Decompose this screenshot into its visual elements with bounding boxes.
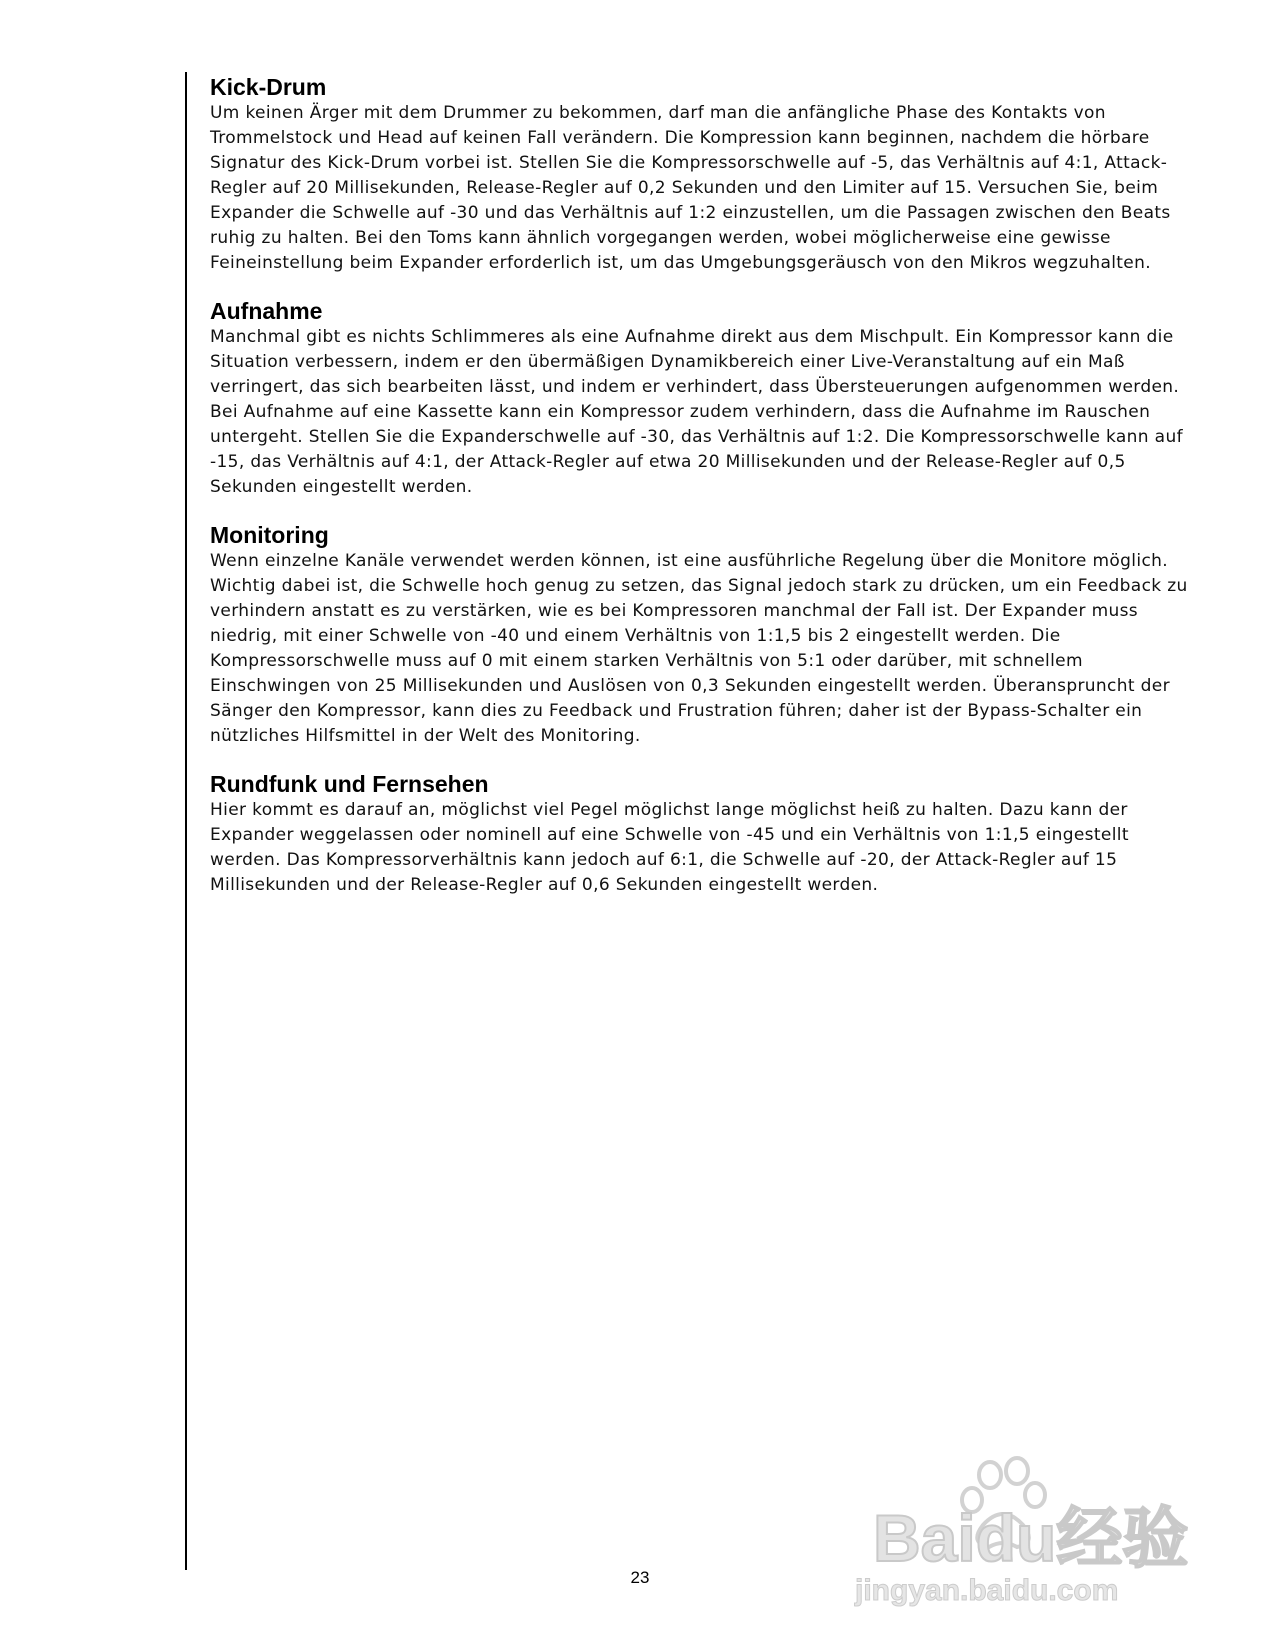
section-paragraph: Wenn einzelne Kanäle verwendet werden können, ist eine ausführliche Regelung über die Monitore möglich. Wichtig dabei ist, die Schwelle hoch genug zu setzen, das Signal jedoch stark zu drücken, um ein Feedback zu verhindern anstatt es zu verstärken, wie es bei Kompressoren manchmal der Fall ist. Der Expander muss niedrig, mit einer Schwelle von -40 und einem Verhältnis von 1:1,5 bis 2 eingestellt werden. Die Kompressorschwelle muss auf 0 mit einem starken Verhältnis von 5:1 oder darüber, mit schnellem Einschwingen von 25 Millisekunden und Auslösen von 0,3 Sekunden eingestellt werden. Überanspruncht der Sänger den Kompressor, kann dies zu Feedback und Frustration führen; daher ist der Bypass-Schalter ein nützliches Hilfsmittel in der Welt des Monitoring. xyxy=(210,551,1188,746)
watermark-url: jingyan.baidu.com xyxy=(855,1574,1119,1607)
section-paragraph: Manchmal gibt es nichts Schlimmeres als eine Aufnahme direkt aus dem Mischpult. Ein Kompressor kann die Situation verbessern, indem er den übermäßigen Dynamikbereich einer Live-Veranstaltung auf ein Maß verringert, das sich bearbeiten lässt, und indem er verhindert, dass Übersteuerungen aufgenommen werden. Bei Aufnahme auf eine Kassette kann ein Kompressor zudem verhindern, dass die Aufnahme im Rauschen untergeht. Stellen Sie die Expanderschwelle auf -30, das Verhältnis auf 1:2. Die Kompressorschwelle kann auf -15, das Verhältnis auf 4:1, der Attack-Regler auf etwa 20 Millisekunden und der Release-Regler auf 0,5 Sekunden eingestellt werden. xyxy=(210,327,1183,497)
section-paragraph: Um keinen Ärger mit dem Drummer zu bekommen, darf man die anfängliche Phase des Kontakts von Trommelstock und Head auf keinen Fall verändern. Die Kompression kann beginnen, nachdem die hörbare Signatur des Kick-Drum vorbei ist. Stellen Sie die Kompressorschwelle auf -5, das Verhältnis auf 4:1, Attack-Regler auf 20 Millisekunden, Release-Regler auf 0,2 Sekunden und den Limiter auf 15. Versuchen Sie, beim Expander die Schwelle auf -30 und das Verhältnis auf 1:2 einzustellen, um die Passagen zwischen den Beats ruhig zu halten. Bei den Toms kann ähnlich vorgegangen werden, wobei möglicherweise eine gewisse Feineinstellung beim Expander erforderlich ist, um das Umgebungsgeräusch von den Mikros wegzuhalten. xyxy=(210,103,1171,273)
section-heading: Aufnahme xyxy=(210,298,323,324)
paw-icon xyxy=(855,1455,1215,1607)
section-kick-drum xyxy=(210,74,1195,276)
page-number: 23 xyxy=(630,1568,650,1587)
document-body xyxy=(210,74,1195,920)
section-paragraph: Hier kommt es darauf an, möglichst viel Pegel möglichst lange möglichst heiß zu halten. Dazu kann der Expander weggelassen oder nominell auf eine Schwelle von -45 und ein Verhältnis von 1:1,5 eingestellt werden. Das Kompressorverhältnis kann jedoch auf 6:1, die Schwelle auf -20, der Attack-Regler auf 15 Millisekunden und der Release-Regler auf 0,6 Sekunden eingestellt werden. xyxy=(210,800,1129,895)
section-monitoring xyxy=(210,522,1195,749)
watermark-brand: Baidu经验 xyxy=(873,1501,1189,1575)
section-heading: Rundfunk und Fernsehen xyxy=(210,771,489,797)
section-aufnahme xyxy=(210,298,1195,500)
section-heading: Kick-Drum xyxy=(210,74,327,100)
section-rundfunk xyxy=(210,771,1195,898)
margin-rule xyxy=(185,72,187,1570)
section-heading: Monitoring xyxy=(210,522,329,548)
baidu-watermark-logo xyxy=(855,1455,1215,1607)
